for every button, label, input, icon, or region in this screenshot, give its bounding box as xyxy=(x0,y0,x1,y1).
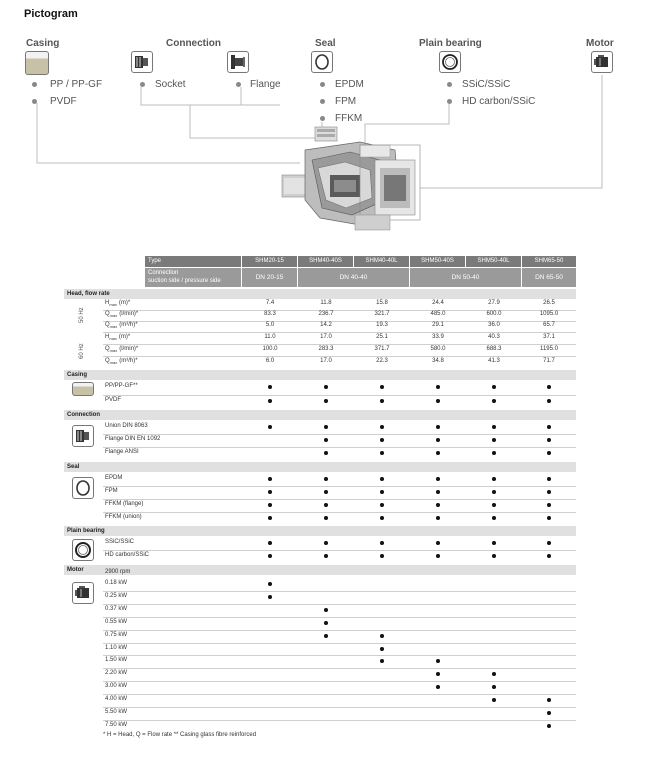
value-cell: 14.2 xyxy=(320,322,332,328)
value-cell: 688.3 xyxy=(486,346,502,352)
row-label: 1.10 kW xyxy=(105,644,128,651)
availability-dot xyxy=(268,595,272,599)
availability-dot xyxy=(492,698,496,702)
row-divider xyxy=(103,499,576,500)
row-label: 2.20 kW xyxy=(105,670,128,677)
availability-dot xyxy=(436,425,440,429)
availability-dot xyxy=(324,541,328,545)
value-cell: 485.0 xyxy=(430,311,446,317)
availability-dot xyxy=(268,490,272,494)
availability-dot xyxy=(324,554,328,558)
value-cell: 100.0 xyxy=(262,346,278,352)
availability-dot xyxy=(380,490,384,494)
row-divider xyxy=(103,694,576,695)
value-cell: 36.0 xyxy=(488,322,500,328)
value-cell: 580.0 xyxy=(430,346,446,352)
head-row-label xyxy=(105,334,130,341)
availability-dot xyxy=(436,516,440,520)
quantity-subscript: max xyxy=(109,313,118,319)
conn-group: DN 65-50 xyxy=(522,268,576,287)
section-casing: Casing xyxy=(64,370,576,380)
value-cell: 83.3 xyxy=(264,311,276,317)
availability-dot xyxy=(492,503,496,507)
model-header: SHM65-50 xyxy=(522,256,576,267)
value-cell: 22.3 xyxy=(376,358,388,364)
head-row-label xyxy=(105,358,138,365)
row-label: Flange DIN EN 1092 xyxy=(105,436,161,442)
row-divider xyxy=(103,550,576,551)
availability-dot xyxy=(380,516,384,520)
row-divider xyxy=(103,655,576,656)
quantity-symbol: Q xyxy=(105,311,110,317)
seal-option-2: FPM xyxy=(335,96,357,107)
conn-group: DN 50-40 xyxy=(410,268,521,287)
value-cell: 25.1 xyxy=(376,334,388,340)
quantity-subscript: max xyxy=(109,324,118,330)
availability-dot xyxy=(436,672,440,676)
row-label: FFKM (union) xyxy=(105,514,142,520)
model-header: SHM40-40L xyxy=(354,256,409,267)
availability-dot xyxy=(547,399,551,403)
connection-header xyxy=(145,268,241,287)
row-label: 0.25 kW xyxy=(105,592,128,599)
table-motor-icon xyxy=(72,582,94,604)
availability-dot xyxy=(547,516,551,520)
row-label: SSiC/SSiC xyxy=(105,539,135,545)
availability-dot xyxy=(324,503,328,507)
availability-dot xyxy=(492,541,496,545)
quantity-unit: (m³/h)* xyxy=(119,322,138,328)
head-row-label xyxy=(105,322,138,329)
row-divider xyxy=(103,681,576,682)
connection-option-socket: Socket xyxy=(155,79,186,90)
availability-dot xyxy=(436,490,440,494)
table-seal-icon xyxy=(72,477,94,499)
model-header: SHM50-40L xyxy=(466,256,521,267)
row-divider xyxy=(103,447,576,448)
availability-dot xyxy=(380,634,384,638)
value-cell: 7.4 xyxy=(265,300,275,306)
availability-dot xyxy=(436,399,440,403)
availability-dot xyxy=(324,385,328,389)
availability-dot xyxy=(436,477,440,481)
availability-dot xyxy=(324,516,328,520)
quantity-subscript: max xyxy=(109,336,117,342)
availability-dot xyxy=(268,399,272,403)
value-cell: 27.9 xyxy=(488,300,500,306)
availability-dot xyxy=(436,438,440,442)
head-row-label xyxy=(105,346,138,353)
hz50-label: 50 Hz xyxy=(79,307,85,323)
availability-dot xyxy=(492,385,496,389)
availability-dot xyxy=(547,438,551,442)
availability-dot xyxy=(380,438,384,442)
availability-dot xyxy=(380,503,384,507)
page-title: Pictogram xyxy=(24,8,78,20)
value-cell: 5.0 xyxy=(265,322,275,328)
availability-dot xyxy=(492,425,496,429)
availability-dot xyxy=(547,477,551,481)
seal-option-3: FFKM xyxy=(335,113,363,124)
row-label: 0.18 kW xyxy=(105,580,128,586)
availability-dot xyxy=(436,385,440,389)
availability-dot xyxy=(268,503,272,507)
availability-dot xyxy=(547,541,551,545)
row-label: 0.75 kW xyxy=(105,631,128,638)
quantity-subscript: max xyxy=(109,302,117,308)
section-bearing: Plain bearing xyxy=(64,526,576,536)
row-divider xyxy=(103,630,576,631)
row-divider xyxy=(103,434,576,435)
value-cell: 283.3 xyxy=(318,346,334,352)
bearing-label: Plain bearing xyxy=(419,38,482,49)
footnote: * H = Head, Q = Flow rate ** Casing glass fibre reinforced xyxy=(103,732,257,738)
value-cell: 37.1 xyxy=(543,334,555,340)
quantity-symbol: Q xyxy=(105,358,110,364)
availability-dot xyxy=(492,554,496,558)
connection-option-flange: Flange xyxy=(250,79,281,90)
value-cell: 1095.0 xyxy=(539,311,559,317)
availability-dot xyxy=(268,554,272,558)
availability-dot xyxy=(324,608,328,612)
availability-dot xyxy=(324,477,328,481)
table-connection-icon xyxy=(72,425,94,447)
availability-dot xyxy=(380,647,384,651)
availability-dot xyxy=(380,399,384,403)
quantity-unit: (m)* xyxy=(118,334,131,340)
value-cell: 71.7 xyxy=(543,358,555,364)
quantity-subscript: max xyxy=(109,360,118,366)
row-divider xyxy=(103,617,576,618)
row-label: FPM xyxy=(105,488,118,494)
availability-dot xyxy=(324,634,328,638)
value-cell: 24.4 xyxy=(432,300,444,306)
availability-dot xyxy=(324,425,328,429)
availability-dot xyxy=(547,554,551,558)
availability-dot xyxy=(436,503,440,507)
availability-dot xyxy=(380,385,384,389)
row-divider xyxy=(103,344,576,345)
value-cell: 1195.0 xyxy=(540,346,558,352)
value-cell: 34.8 xyxy=(432,358,444,364)
motor-rpm: 2900 rpm xyxy=(105,569,131,575)
quantity-symbol: H xyxy=(105,334,110,340)
model-header: SHM50-40S xyxy=(410,256,465,267)
availability-dot xyxy=(324,438,328,442)
casing-option-1: PP / PP-GF xyxy=(50,79,103,90)
value-cell: 15.8 xyxy=(376,300,388,306)
seal-label: Seal xyxy=(315,38,336,49)
availability-dot xyxy=(380,451,384,455)
motor-label: Motor xyxy=(586,38,614,49)
section-head-flow: Head, flow rate xyxy=(64,289,576,299)
model-header: SHM20-15 xyxy=(242,256,297,267)
availability-dot xyxy=(380,477,384,481)
bearing-option-1: SSiC/SSiC xyxy=(462,79,511,90)
casing-label: Casing xyxy=(26,38,60,49)
seal-option-1: EPDM xyxy=(335,79,364,90)
value-cell: 371.7 xyxy=(374,346,390,352)
value-cell: 11.0 xyxy=(264,334,276,340)
value-cell: 65.7 xyxy=(543,322,555,328)
value-cell: 33.9 xyxy=(432,334,444,340)
section-seal: Seal xyxy=(64,462,576,472)
availability-dot xyxy=(492,685,496,689)
value-cell: 29.1 xyxy=(432,322,444,328)
head-row-label xyxy=(105,300,130,307)
row-divider xyxy=(103,486,576,487)
conn-group: DN 40-40 xyxy=(298,268,409,287)
row-label: 3.00 kW xyxy=(105,683,128,690)
value-cell: 321.7 xyxy=(374,311,390,317)
quantity-symbol: Q xyxy=(105,322,110,328)
row-label: FFKM (flange) xyxy=(105,501,144,507)
row-divider xyxy=(103,395,576,396)
row-label: 0.37 kW xyxy=(105,605,128,612)
row-divider xyxy=(103,591,576,592)
availability-dot xyxy=(436,554,440,558)
availability-dot xyxy=(436,685,440,689)
availability-dot xyxy=(492,438,496,442)
availability-dot xyxy=(492,477,496,481)
row-divider xyxy=(103,668,576,669)
row-divider xyxy=(103,356,576,357)
availability-dot xyxy=(547,503,551,507)
availability-dot xyxy=(492,516,496,520)
bearing-option-2: HD carbon/SSiC xyxy=(462,96,536,107)
availability-dot xyxy=(547,425,551,429)
availability-dot xyxy=(547,385,551,389)
availability-dot xyxy=(268,425,272,429)
value-cell: 6.0 xyxy=(265,358,275,364)
availability-dot xyxy=(436,451,440,455)
availability-dot xyxy=(380,659,384,663)
availability-dot xyxy=(492,399,496,403)
row-label: 7.50 kW xyxy=(105,721,128,728)
row-divider xyxy=(103,604,576,605)
value-cell: 236.7 xyxy=(318,311,334,317)
value-cell: 600.0 xyxy=(486,311,502,317)
quantity-unit: (m)* xyxy=(118,300,131,306)
row-divider xyxy=(103,512,576,513)
section-motor: Motor xyxy=(64,565,576,575)
availability-dot xyxy=(547,724,551,728)
model-header: SHM40-40S xyxy=(298,256,353,267)
row-divider xyxy=(103,720,576,721)
availability-dot xyxy=(380,554,384,558)
availability-dot xyxy=(268,385,272,389)
casing-option-2: PVDF xyxy=(50,96,77,107)
availability-dot xyxy=(268,541,272,545)
availability-dot xyxy=(547,451,551,455)
quantity-subscript: max xyxy=(109,348,118,354)
connection-header-line1: Connection xyxy=(148,270,179,276)
row-label: Union DIN 8063 xyxy=(105,423,148,429)
availability-dot xyxy=(492,672,496,676)
pump-illustration xyxy=(0,0,650,250)
row-label: 5.50 kW xyxy=(105,709,128,715)
availability-dot xyxy=(547,698,551,702)
quantity-unit: (m³/h)* xyxy=(119,358,138,364)
type-header: Type xyxy=(145,256,241,267)
availability-dot xyxy=(547,711,551,715)
row-label: PVDF xyxy=(105,397,122,403)
connection-label: Connection xyxy=(166,38,221,49)
availability-dot xyxy=(268,477,272,481)
value-cell: 17.0 xyxy=(320,334,332,340)
section-connection: Connection xyxy=(64,410,576,420)
row-label: Flange ANSI xyxy=(105,449,139,455)
conn-group: DN 20-15 xyxy=(242,268,297,287)
value-cell: 17.0 xyxy=(320,358,332,364)
availability-dot xyxy=(268,516,272,520)
value-cell: 11.8 xyxy=(320,300,332,306)
value-cell: 26.5 xyxy=(543,300,555,306)
availability-dot xyxy=(324,621,328,625)
table-casing-icon xyxy=(72,382,94,396)
row-label: 1.50 kW xyxy=(105,657,128,664)
availability-dot xyxy=(547,490,551,494)
availability-dot xyxy=(380,425,384,429)
row-label: 4.00 kW xyxy=(105,696,128,703)
hz60-label: 60 Hz xyxy=(79,343,85,359)
row-label: EPDM xyxy=(105,475,123,481)
head-row-label xyxy=(105,311,138,318)
row-label: HD carbon/SSiC xyxy=(105,552,150,558)
availability-dot xyxy=(380,541,384,545)
availability-dot xyxy=(324,451,328,455)
availability-dot xyxy=(436,541,440,545)
row-label: 0.55 kW xyxy=(105,618,128,625)
availability-dot xyxy=(324,490,328,494)
table-bearing-icon xyxy=(72,539,94,561)
row-divider xyxy=(103,707,576,708)
availability-dot xyxy=(436,659,440,663)
quantity-symbol: Q xyxy=(105,346,110,352)
row-divider xyxy=(103,332,576,333)
availability-dot xyxy=(492,451,496,455)
quantity-unit: (l/min)* xyxy=(119,346,139,352)
value-cell: 41.3 xyxy=(488,358,500,364)
availability-dot xyxy=(492,490,496,494)
availability-dot xyxy=(324,399,328,403)
availability-dot xyxy=(268,582,272,586)
quantity-unit: (l/min)* xyxy=(119,311,139,317)
value-cell: 19.3 xyxy=(376,322,388,328)
connection-header-line2: suction side / pressure side xyxy=(148,278,221,284)
row-divider xyxy=(103,643,576,644)
row-label: PP/PP-GF** xyxy=(105,383,138,389)
quantity-symbol: H xyxy=(105,300,110,306)
value-cell: 40.3 xyxy=(488,334,500,340)
